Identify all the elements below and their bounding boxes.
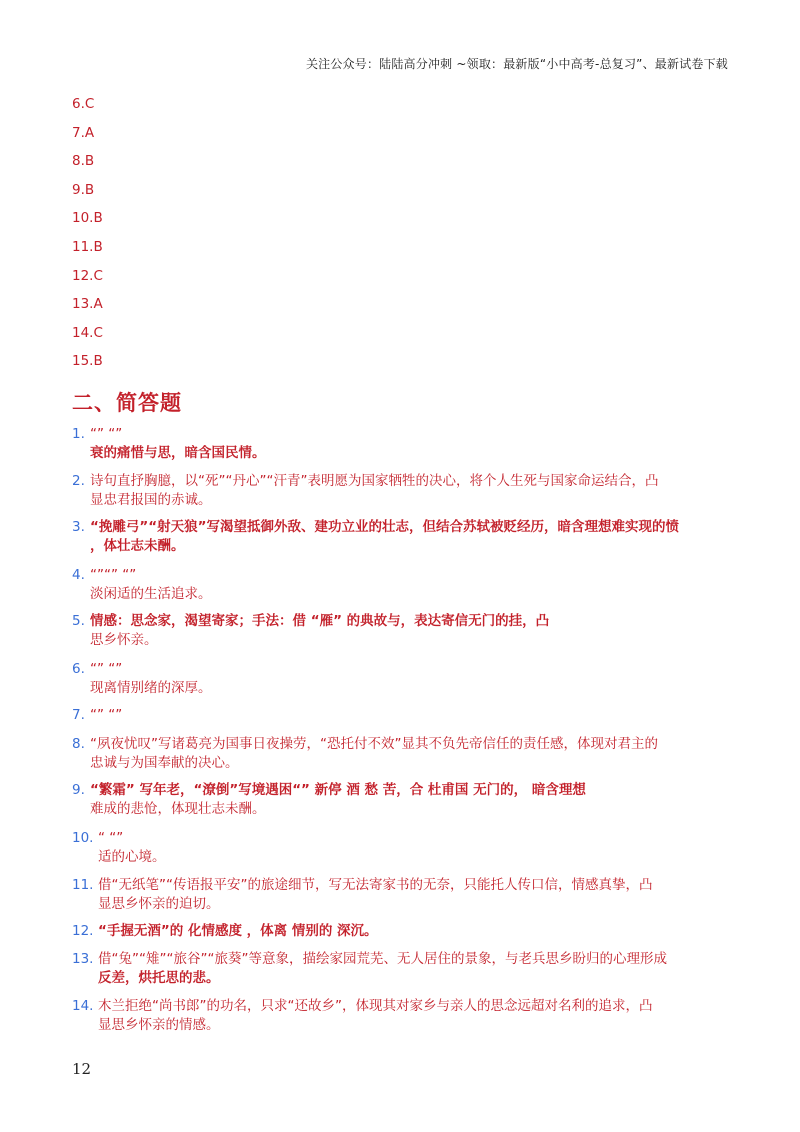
question-number: 6. [72, 661, 85, 677]
answer-line: 情感：思念家，渴望寄家；手法：借 “雁” 的典故与，表达寄信无门的挂，凸 [90, 613, 550, 629]
question-number: 10. [72, 830, 94, 846]
answer-line: “手握无酒”的 化情感度 ，体离 情别的 深沉。 [98, 923, 378, 939]
answer-line: ，体壮志未酬。 [90, 538, 185, 554]
page-header: 关注公众号：陆陆高分冲刺 ~领取：最新版“小中高考-总复习”、最新试卷下载 [305, 57, 728, 71]
question-number: 1. [72, 426, 85, 442]
answer-line: 淡闲适的生活追求。 [90, 586, 212, 602]
answer-line: 借“兔”“雉”“旅谷”“旅葵”等意象，描绘家园荒芜、无人居住的景象，与老兵思乡盼归的心理形成 [98, 951, 667, 967]
answer-line: 衰的痛惜与思，暗含国民情。 [90, 445, 266, 461]
answer-item: 12.C [72, 267, 103, 284]
answer-item: 8.B [72, 153, 95, 170]
answer-item: 7.A [72, 124, 95, 141]
answer-line: “” “” [90, 426, 123, 442]
question-number: 12. [72, 923, 94, 939]
question-number: 3. [72, 519, 85, 535]
question-number: 11. [72, 877, 94, 893]
question-number: 14. [72, 998, 94, 1014]
question-number: 4. [72, 567, 85, 583]
question-item [72, 660, 732, 698]
answer-item: 14.C [72, 324, 103, 341]
section-title: 二、简答题 [72, 391, 182, 415]
question-item [72, 425, 732, 463]
answer-line: 显忠君报国的赤诚。 [90, 492, 212, 508]
page-number: 12 [72, 1060, 92, 1078]
answer-line: 现离情别绪的深厚。 [90, 680, 212, 696]
answer-item: 13.A [72, 296, 103, 313]
answer-item: 11.B [72, 238, 103, 255]
question-item [72, 566, 732, 604]
question-item [72, 829, 732, 867]
question-number: 5. [72, 613, 85, 629]
question-item [72, 612, 732, 650]
question-item [72, 876, 732, 914]
answer-line: “ “” [98, 830, 124, 846]
answer-line: 诗句直抒胸臆，以“死”“丹心”“汗青”表明愿为国家牺牲的决心，将个人生死与国家命运结合，凸 [90, 473, 659, 489]
answer-line: 思乡怀亲。 [90, 632, 158, 648]
answer-item: 15.B [72, 353, 103, 370]
answer-line: “夙夜忧叹”写诸葛亮为国事日夜操劳，“恐托付不效”显其不负先帝信任的责任感，体现对君主的 [90, 736, 658, 752]
question-number: 2. [72, 473, 85, 489]
question-number: 13. [72, 951, 94, 967]
answer-line: 木兰拒绝“尚书郎”的功名，只求“还故乡”，体现其对家乡与亲人的思念远超对名利的追求，凸 [98, 998, 653, 1014]
question-item [72, 922, 732, 941]
question-item [72, 518, 732, 556]
question-item [72, 781, 732, 819]
question-item [72, 706, 732, 725]
question-item [72, 997, 732, 1035]
answer-line: 显思乡怀亲的情感。 [98, 1017, 220, 1033]
question-number: 7. [72, 707, 85, 723]
answer-line: “繁霜” 写年老，“潦倒”写境遇困“” 新停 酒 愁 苦，合 杜甫国 无门的， 暗含理想 [90, 782, 586, 798]
question-number: 9. [72, 782, 85, 798]
answer-line: 忠诚与为国奉献的决心。 [90, 755, 239, 771]
question-item [72, 950, 732, 988]
answer-item: 10.B [72, 210, 103, 227]
answer-item: 6.C [72, 96, 95, 112]
answer-line: “” “” [90, 661, 123, 677]
answer-line: 适的心境。 [98, 849, 166, 865]
question-item [72, 735, 732, 773]
answer-line: 难成的悲怆，体现壮志未酬。 [90, 801, 266, 817]
answer-list [72, 95, 103, 381]
answer-line: 显思乡怀亲的迫切。 [98, 896, 220, 912]
answer-item: 9.B [72, 181, 95, 198]
answer-line: “” “” [90, 707, 123, 723]
answer-line: 借“无纸笔”“传语报平安”的旅途细节，写无法寄家书的无奈，只能托人传口信，情感真挚，凸 [98, 877, 653, 893]
answer-line: “挽雕弓”“射天狼”写渴望抵御外敌、建功立业的壮志，但结合苏轼被贬经历，暗含理想难实现的愤 [90, 519, 679, 535]
question-item [72, 472, 732, 510]
answer-line: “”“” “” [90, 567, 137, 583]
answer-line: 反差，烘托思的悲。 [98, 970, 220, 986]
question-number: 8. [72, 736, 85, 752]
